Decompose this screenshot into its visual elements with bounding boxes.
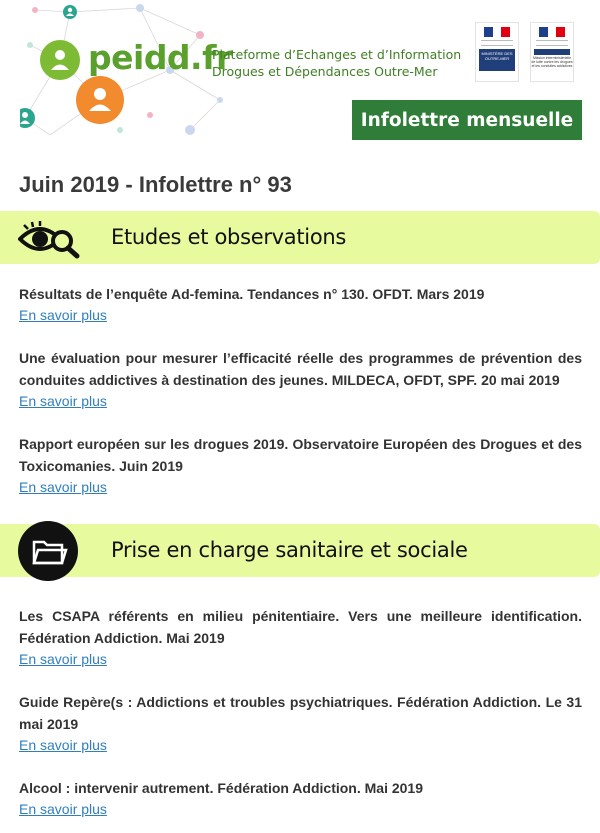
article-title: Alcool : intervenir autrement. Fédération Addiction. Mai 2019	[19, 780, 424, 796]
article-title: Rapport européen sur les drogues 2019. Observatoire Européen des Drogues et des Toxicomanies. Juin 2019	[19, 436, 582, 474]
tagline-line-1: Plateforme d’Echanges et d’Information	[212, 47, 462, 62]
article-title: Résultats de l’enquête Ad-femina. Tendances n° 130. OFDT. Mars 2019	[19, 286, 485, 302]
section-header-etudes	[0, 211, 600, 264]
list-item	[19, 691, 582, 755]
article-title: Les CSAPA référents en milieu pénitentiaire. Vers une meilleure identification. Fédération Addiction. Mai 2019	[19, 608, 582, 646]
mildeca-logo	[530, 22, 574, 82]
folder-icon	[17, 520, 79, 582]
site-logo[interactable]: peidd.fr	[88, 38, 232, 77]
site-tagline	[212, 46, 461, 80]
article-title: Une évaluation pour mesurer l’efficacité réelle des programmes de prévention des conduites addictives à destination des jeunes. MILDECA, OFDT, SPF. 20 mai 2019	[19, 350, 582, 388]
list-item	[19, 605, 582, 669]
newsletter-header	[0, 0, 600, 150]
monthly-newsletter-badge: Infolettre mensuelle	[352, 100, 582, 140]
section-title: Etudes et observations	[111, 225, 347, 249]
read-more-link[interactable]: En savoir plus	[19, 393, 107, 409]
section-header-prise-en-charge	[0, 524, 600, 577]
french-flag-icon	[484, 27, 510, 37]
list-item	[19, 347, 582, 411]
ministry-outre-mer-logo	[475, 22, 519, 82]
french-flag-icon	[539, 27, 565, 37]
list-item	[19, 283, 582, 325]
list-item	[19, 433, 582, 497]
issue-title: Juin 2019 - Infolettre n° 93	[19, 172, 292, 197]
mildeca-label: Mission interministérielle de lutte contre les drogues et les conduites addictives	[531, 56, 573, 68]
article-title: Guide Repère(s : Addictions et troubles psychiatriques. Fédération Addiction. Le 31 mai 2019	[19, 694, 582, 732]
read-more-link[interactable]: En savoir plus	[19, 307, 107, 323]
read-more-link[interactable]: En savoir plus	[19, 801, 107, 817]
read-more-link[interactable]: En savoir plus	[19, 651, 107, 667]
list-item	[19, 777, 582, 819]
section-title: Prise en charge sanitaire et sociale	[111, 538, 468, 562]
ministry-outre-mer-label: MINISTÈRE DES OUTRE-MER	[479, 49, 515, 71]
read-more-link[interactable]: En savoir plus	[19, 479, 107, 495]
tagline-line-2: Drogues et Dépendances Outre-Mer	[212, 64, 438, 79]
read-more-link[interactable]: En savoir plus	[19, 737, 107, 753]
eye-search-icon	[18, 219, 80, 259]
